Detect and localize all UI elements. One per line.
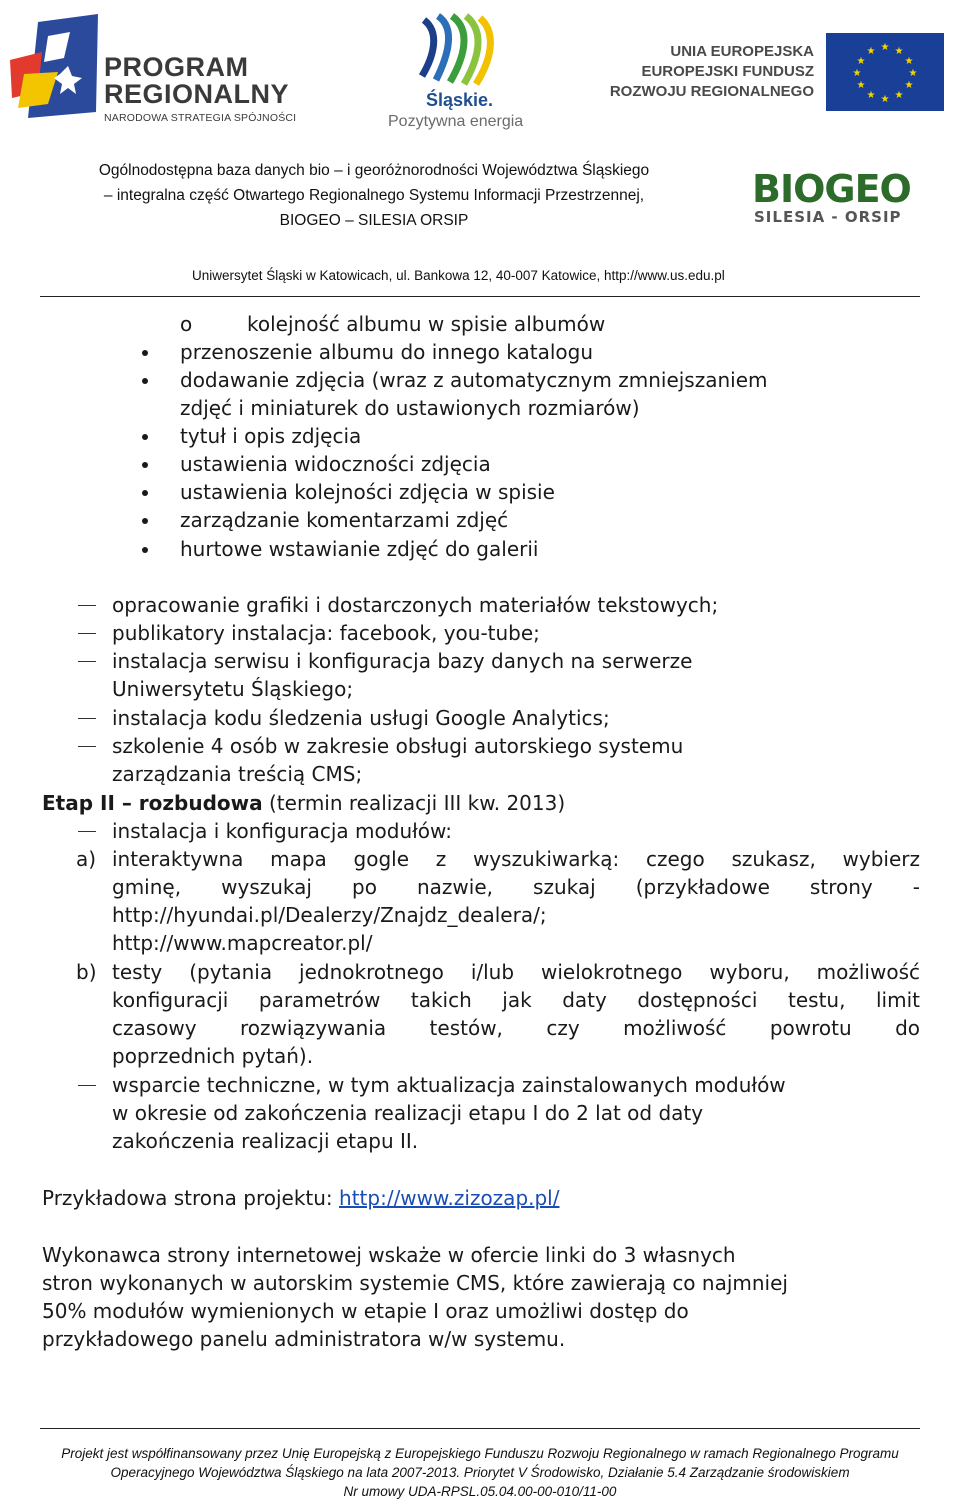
header-info-line1: Ogólnodostępna baza danych bio – i georóżnorodności Województwa Śląskiego bbox=[98, 162, 650, 179]
bullet-marker bbox=[142, 350, 148, 356]
header-info-line3: BIOGEO – SILESIA ORSIP bbox=[279, 212, 469, 229]
dash-item: szkolenie 4 osób w zakresie obsługi autorskiego systemu bbox=[112, 734, 684, 758]
bullet-item: ustawienia kolejności zdjęcia w spisie bbox=[180, 480, 555, 504]
support-line: wsparcie techniczne, w tym aktualizacja zainstalowanych modułów bbox=[112, 1073, 786, 1097]
bullet-item: zarządzanie komentarzami zdjęć bbox=[180, 508, 509, 532]
dash-marker bbox=[78, 1085, 96, 1086]
eu-logo-line1: UNIA EUROPEJSKA bbox=[670, 43, 814, 60]
dash-item: opracowanie grafiki i dostarczonych materiałów tekstowych; bbox=[112, 593, 719, 617]
biogeo-logo-main: BIOGEO bbox=[752, 167, 911, 211]
program-logo-line3: NARODOWA STRATEGIA SPÓJNOŚCI bbox=[104, 112, 297, 124]
bullet-marker bbox=[142, 434, 148, 440]
item-a-marker: a) bbox=[76, 847, 97, 871]
stage2-dash-item: instalacja i konfiguracja modułów: bbox=[112, 819, 453, 843]
slaskie-logo bbox=[378, 10, 548, 138]
footer-line3: Nr umowy UDA-RPSL.05.04.00-00-010/11-00 bbox=[343, 1484, 617, 1499]
bullet-marker bbox=[142, 490, 148, 496]
svg-text:★: ★ bbox=[894, 46, 904, 57]
dash-marker bbox=[78, 746, 96, 747]
program-regionalny-logo bbox=[8, 14, 328, 124]
dash-item-continuation: Uniwersytetu Śląskiego; bbox=[112, 677, 354, 701]
bullet-marker bbox=[142, 462, 148, 468]
svg-text:★: ★ bbox=[894, 90, 904, 101]
dash-item-continuation: zarządzania treścią CMS; bbox=[112, 762, 363, 786]
eu-logo-line2: EUROPEJSKI FUNDUSZ bbox=[641, 63, 814, 80]
final-paragraph-line: stron wykonanych w autorskim systemie CMS, które zawierają co najmniej bbox=[42, 1271, 788, 1295]
item-b-line: konfiguracji parametrów takich jak daty dostępności testu, limit bbox=[112, 988, 920, 1012]
slaskie-logo-tagline: Pozytywna energia bbox=[388, 113, 524, 130]
stage2-term: (termin realizacji III kw. 2013) bbox=[262, 791, 566, 815]
eu-logo-line3: ROZWOJU REGIONALNEGO bbox=[609, 83, 814, 100]
item-a-line: gminę, wyszukaj po nazwie, szukaj (przykładowe strony - bbox=[112, 875, 920, 899]
dash-item: instalacja kodu śledzenia usługi Google Analytics; bbox=[112, 706, 610, 730]
example-label: Przykładowa strona projektu: bbox=[42, 1186, 340, 1210]
svg-text:★: ★ bbox=[904, 56, 914, 67]
slaskie-logo-name: Śląskie. bbox=[426, 90, 494, 110]
item-a-url: http://hyundai.pl/Dealerzy/Znajdz_dealera/; bbox=[112, 903, 547, 927]
footer-line1: Projekt jest współfinansowany przez Unię Europejską z Europejskiego Funduszu Rozwoju Regionalnego w ramach Regionalnego Programu bbox=[61, 1446, 899, 1461]
support-line: w okresie od zakończenia realizacji etapu I do 2 lat od daty bbox=[112, 1101, 704, 1125]
svg-text:★: ★ bbox=[856, 80, 866, 91]
bullet-item: tytuł i opis zdjęcia bbox=[180, 424, 362, 448]
final-paragraph-line: 50% modułów wymienionych w etapie I oraz umożliwi dostęp do bbox=[42, 1299, 689, 1323]
example-link[interactable]: http://www.zizozap.pl/ bbox=[339, 1186, 560, 1210]
svg-text:★: ★ bbox=[880, 94, 890, 105]
example-line bbox=[42, 1184, 559, 1212]
svg-text:★: ★ bbox=[852, 68, 862, 79]
svg-text:★: ★ bbox=[880, 42, 890, 53]
program-logo-line1: PROGRAM bbox=[104, 52, 249, 82]
bullet-marker bbox=[142, 518, 148, 524]
dash-item: instalacja serwisu i konfiguracja bazy danych na serwerze bbox=[112, 649, 693, 673]
final-paragraph-line: Wykonawca strony internetowej wskaże w ofercie linki do 3 własnych bbox=[42, 1243, 736, 1267]
dash-item: publikatory instalacja: facebook, you-tube; bbox=[112, 621, 540, 645]
svg-text:★: ★ bbox=[866, 90, 876, 101]
dash-marker bbox=[78, 633, 96, 634]
bullet-item: przenoszenie albumu do innego katalogu bbox=[180, 340, 593, 364]
item-b-line: czasowy rozwiązywania testów, czy możliwość powrotu do bbox=[112, 1016, 920, 1040]
stage2-label: Etap II – rozbudowa bbox=[42, 791, 263, 815]
bullet-marker bbox=[142, 547, 148, 553]
svg-text:★: ★ bbox=[904, 80, 914, 91]
program-logo-line2: REGIONALNY bbox=[104, 79, 290, 109]
slaskie-wave-icon bbox=[378, 10, 548, 90]
footer-line2: Operacyjnego Województwa Śląskiego na lata 2007-2013. Priorytet V Środowisko, Działanie 5.4 Zarządzanie środowiskiem bbox=[110, 1465, 850, 1480]
bullet-item: dodawanie zdjęcia (wraz z automatycznym zmniejszaniem bbox=[180, 368, 768, 392]
header-divider bbox=[40, 296, 920, 297]
bullet-item: ustawienia widoczności zdjęcia bbox=[180, 452, 491, 476]
item-b-line: testy (pytania jednokrotnego i/lub wielokrotnego wyboru, możliwość bbox=[112, 960, 920, 984]
final-paragraph-line: przykładowego panelu administratora w/w systemu. bbox=[42, 1327, 566, 1351]
biogeo-logo bbox=[752, 167, 917, 230]
dash-marker bbox=[78, 605, 96, 606]
item-b-marker: b) bbox=[76, 960, 97, 984]
svg-text:★: ★ bbox=[908, 68, 918, 79]
dash-marker bbox=[78, 718, 96, 719]
dash-marker bbox=[78, 831, 96, 832]
header-address: Uniwersytet Śląski w Katowicach, ul. Bankowa 12, 40-007 Katowice, http://www.us.edu.pl bbox=[192, 268, 725, 283]
header-info-line2: – integralna część Otwartego Regionalnego Systemu Informacji Przestrzennej, bbox=[103, 187, 645, 204]
sub-item-text: kolejność albumu w spisie albumów bbox=[247, 312, 606, 336]
eu-flag-icon bbox=[826, 33, 944, 111]
program-regionalny-emblem-icon bbox=[8, 14, 100, 119]
bullet-marker bbox=[142, 378, 148, 384]
biogeo-logo-sub: SILESIA - ORSIP bbox=[754, 208, 902, 226]
eu-logo bbox=[600, 28, 950, 108]
footer-divider bbox=[40, 1428, 920, 1429]
dash-marker bbox=[78, 661, 96, 662]
bullet-item: hurtowe wstawianie zdjęć do galerii bbox=[180, 537, 539, 561]
sub-item-marker: o bbox=[180, 312, 193, 336]
svg-text:★: ★ bbox=[856, 56, 866, 67]
support-line: zakończenia realizacji etapu II. bbox=[112, 1129, 419, 1153]
item-a-url: http://www.mapcreator.pl/ bbox=[112, 931, 373, 955]
item-b-line: poprzednich pytań). bbox=[112, 1044, 314, 1068]
item-a-line: interaktywna mapa gogle z wyszukiwarką: czego szukasz, wybierz bbox=[112, 847, 920, 871]
svg-text:★: ★ bbox=[866, 46, 876, 57]
bullet-item-continuation: zdjęć i miniaturek do ustawionych rozmiarów) bbox=[180, 396, 640, 420]
stage2-heading bbox=[42, 789, 565, 817]
